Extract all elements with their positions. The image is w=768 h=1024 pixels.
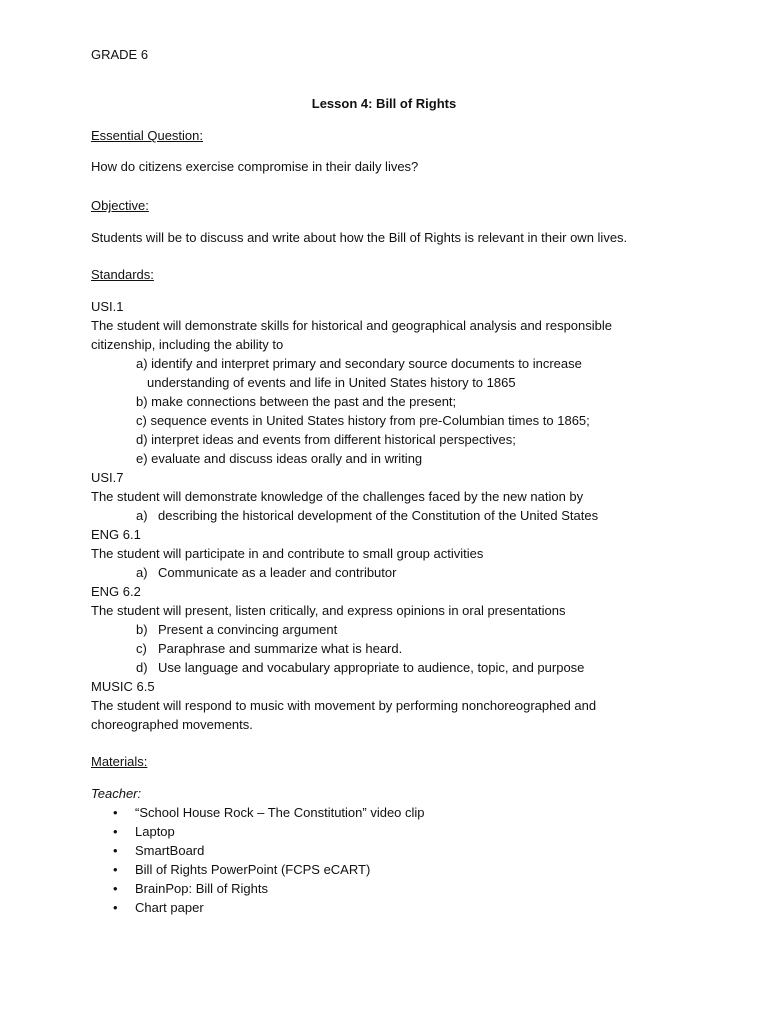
standard-code-eng62: ENG 6.2 <box>91 584 141 599</box>
standards-list <box>91 297 671 734</box>
item-marker: b) <box>136 622 148 637</box>
standard-item <box>136 506 671 525</box>
list-item-text: SmartBoard <box>135 843 205 858</box>
standard-text-usi7: The student will demonstrate knowledge of the challenges faced by the new nation by <box>91 489 584 504</box>
standard-text-eng62: The student will present, listen critically, and express opinions in oral presentations <box>91 603 566 618</box>
teacher-label: Teacher: <box>91 786 142 801</box>
list-item-text: BrainPop: Bill of Rights <box>135 881 268 896</box>
bullet-icon: • <box>113 805 118 820</box>
standard-item: c) sequence events in United States history from pre-Columbian times to 1865; <box>136 413 590 428</box>
standard-item: d) interpret ideas and events from different historical perspectives; <box>136 432 516 447</box>
item-text: Present a convincing argument <box>158 622 338 637</box>
list-item <box>113 898 691 917</box>
item-text: describing the historical development of the Constitution of the United States <box>158 508 599 523</box>
standard-item <box>136 620 671 639</box>
standards-heading: Standards: <box>91 267 154 282</box>
lesson-title: Lesson 4: Bill of Rights <box>311 96 457 111</box>
list-item-text: Chart paper <box>135 900 204 915</box>
bullet-icon: • <box>113 824 118 839</box>
bullet-icon: • <box>113 862 118 877</box>
standard-code-music65: MUSIC 6.5 <box>91 679 155 694</box>
materials-heading: Materials: <box>91 754 148 769</box>
standard-code-usi7: USI.7 <box>91 470 124 485</box>
essential-question-heading: Essential Question: <box>91 128 204 143</box>
list-item <box>113 879 691 898</box>
bullet-icon: • <box>113 881 118 896</box>
item-text: Paraphrase and summarize what is heard. <box>158 641 403 656</box>
standard-item: understanding of events and life in United States history to 1865 <box>147 375 516 390</box>
essential-question-text: How do citizens exercise compromise in their daily lives? <box>91 159 419 174</box>
objective-heading: Objective: <box>91 198 149 213</box>
item-text: Communicate as a leader and contributor <box>158 565 397 580</box>
list-item <box>113 822 691 841</box>
item-marker: a) <box>136 565 148 580</box>
standard-text-usi1: The student will demonstrate skills for historical and geographical analysis and responsible citizenship, including the ability to <box>91 318 612 352</box>
standard-item <box>136 563 671 582</box>
standard-text-music65: The student will respond to music with movement by performing nonchoreographed and choreographed movements. <box>91 698 597 732</box>
list-item-text: Laptop <box>135 824 175 839</box>
materials-list <box>91 803 691 917</box>
objective-text: Students will be to discuss and write about how the Bill of Rights is relevant in their own lives. <box>91 230 628 245</box>
item-marker: d) <box>136 660 148 675</box>
list-item-text: Bill of Rights PowerPoint (FCPS eCART) <box>135 862 371 877</box>
standard-code-usi1: USI.1 <box>91 299 124 314</box>
bullet-icon: • <box>113 843 118 858</box>
item-marker: a) <box>136 508 148 523</box>
list-item <box>113 860 691 879</box>
standard-code-eng61: ENG 6.1 <box>91 527 141 542</box>
list-item <box>113 841 691 860</box>
list-item <box>113 803 691 822</box>
list-item-text: “School House Rock – The Constitution” video clip <box>135 805 425 820</box>
grade-label: GRADE 6 <box>91 47 149 62</box>
standard-item <box>136 658 671 677</box>
standard-item: e) evaluate and discuss ideas orally and in writing <box>136 451 423 466</box>
item-text: Use language and vocabulary appropriate to audience, topic, and purpose <box>158 660 585 675</box>
standard-item: a) identify and interpret primary and secondary source documents to increase <box>136 356 582 371</box>
bullet-icon: • <box>113 900 118 915</box>
item-marker: c) <box>136 641 147 656</box>
standard-text-eng61: The student will participate in and contribute to small group activities <box>91 546 484 561</box>
standard-item: b) make connections between the past and the present; <box>136 394 457 409</box>
standard-item <box>136 639 671 658</box>
